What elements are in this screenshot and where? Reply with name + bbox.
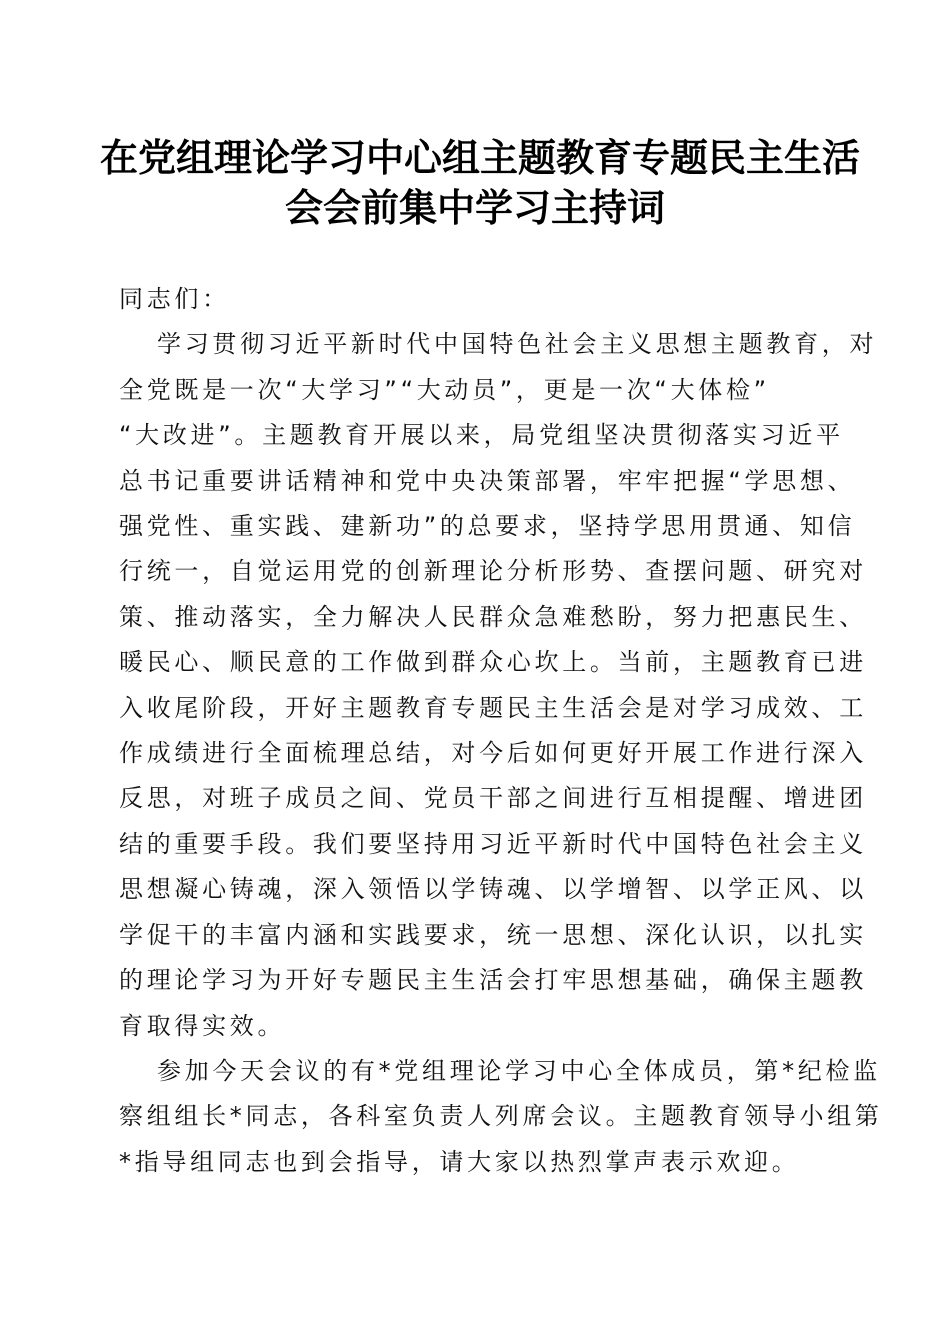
text-line: 学习贯彻习近平新时代中国特色社会主义思想主题教育，对: [157, 330, 878, 359]
text-line: 行统一，自觉运用党的创新理论分析形势、查摆问题、研究对: [119, 557, 867, 586]
paragraph-1: [119, 322, 878, 1049]
text-line: 的理论学习为开好专题民主生活会打牢思想基础，确保主题教: [119, 966, 867, 995]
text-line: 思想凝心铸魂，深入领悟以学铸魂、以学增智、以学正风、以: [119, 875, 867, 904]
text-line: 强党性、重实践、建新功”的总要求，坚持学思用贯通、知信: [119, 512, 856, 541]
paragraph-2: [119, 1049, 883, 1185]
title-line-2: 会会前集中学习主持词: [284, 185, 665, 230]
text-line: 总书记重要讲话精神和党中央决策部署，牢牢把握“学思想、: [119, 466, 856, 495]
text-line: 全党既是一次“大学习”“大动员”，更是一次“大体检”: [119, 375, 770, 404]
text-line: *指导组同志也到会指导，请大家以热烈掌声表示欢迎。: [119, 1147, 800, 1176]
text-line: 暖民心、顺民意的工作做到群众心坎上。当前，主题教育已进: [119, 648, 867, 677]
document-body: [119, 277, 883, 1185]
text-line: 入收尾阶段，开好主题教育专题民主生活会是对学习成效、工: [119, 693, 867, 722]
salutation: 同志们：: [119, 285, 230, 313]
text-line: 学促干的丰富内涵和实践要求，统一思想、深化认识，以扎实: [119, 920, 867, 949]
title-line-1: 在党组理论学习中心组主题教育专题民主生活: [100, 135, 861, 180]
document-title: [100, 133, 861, 233]
text-line: 策、推动落实，全力解决人民群众急难愁盼，努力把惠民生、: [119, 602, 867, 631]
text-line: 反思，对班子成员之间、党员干部之间进行互相提醒、增进团: [119, 784, 867, 813]
text-line: 育取得实效。: [119, 1011, 286, 1040]
text-line: 察组组长*同志，各科室负责人列席会议。主题教育领导小组第: [119, 1102, 883, 1131]
text-line: “大改进”。主题教育开展以来，局党组坚决贯彻落实习近平: [119, 421, 844, 450]
text-line: 作成绩进行全面梳理总结，对今后如何更好开展工作进行深入: [119, 739, 867, 768]
text-line: 参加今天会议的有*党组理论学习中心全体成员，第*纪检监: [157, 1056, 881, 1085]
text-line: 结的重要手段。我们要坚持用习近平新时代中国特色社会主义: [119, 829, 867, 858]
